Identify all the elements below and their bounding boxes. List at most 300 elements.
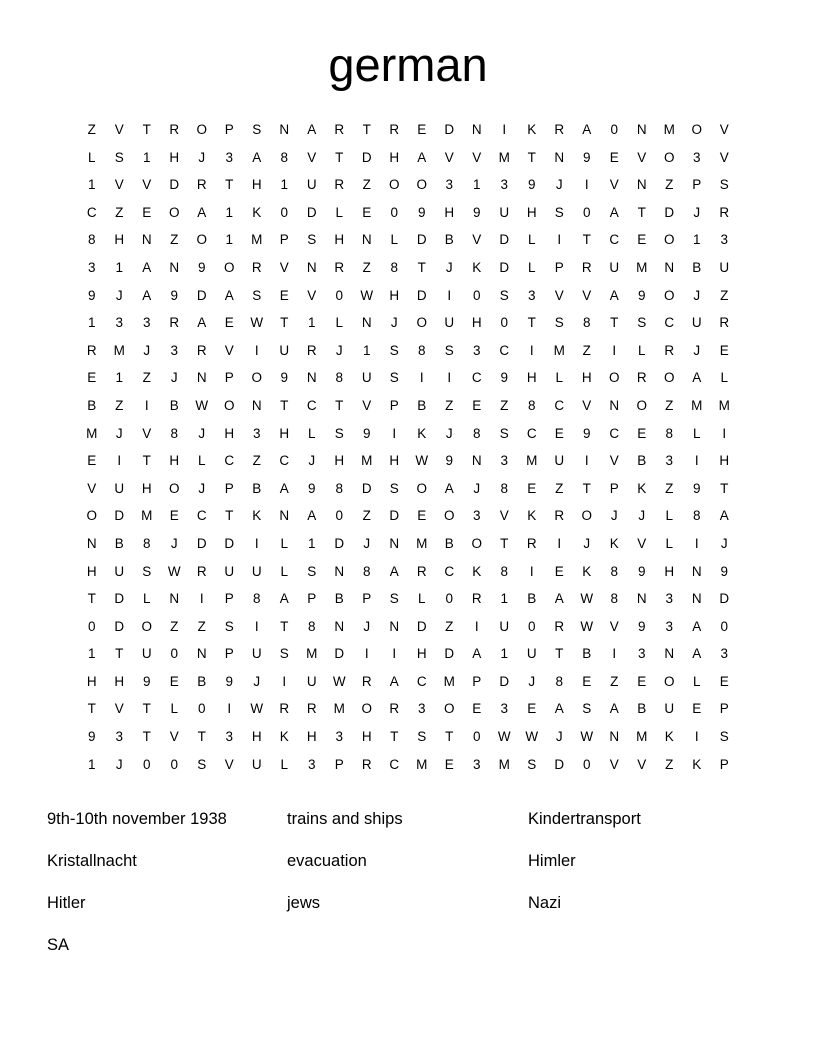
letter-cell[interactable]: O [416,315,427,331]
letter-cell[interactable]: N [609,729,620,745]
letter-cell[interactable]: E [637,673,647,689]
letter-cell[interactable]: C [609,425,620,441]
letter-cell[interactable]: 0 [390,204,398,220]
letter-cell[interactable]: T [527,315,536,331]
letter-cell[interactable]: V [472,149,482,165]
letter-cell[interactable]: I [694,535,699,551]
letter-cell[interactable]: 3 [665,618,673,634]
letter-cell[interactable]: V [582,287,592,303]
letter-cell[interactable]: 9 [445,453,453,469]
letter-cell[interactable]: J [720,535,728,551]
letter-cell[interactable]: H [279,425,290,441]
letter-cell[interactable]: P [719,756,729,772]
letter-cell[interactable]: H [471,315,482,331]
letter-cell[interactable]: H [334,232,345,248]
letter-cell[interactable]: A [197,315,207,331]
letter-cell[interactable]: N [609,397,620,413]
letter-cell[interactable]: S [499,425,509,441]
letter-cell[interactable]: I [722,425,727,441]
letter-cell[interactable]: C [499,342,510,358]
letter-cell[interactable]: A [224,287,234,303]
letter-cell[interactable]: A [142,259,152,275]
letter-cell[interactable]: R [389,701,400,717]
letter-cell[interactable]: T [87,591,96,607]
letter-cell[interactable]: H [389,287,400,303]
letter-cell[interactable]: B [692,259,702,275]
letter-cell[interactable]: H [719,453,730,469]
letter-cell[interactable]: I [199,591,204,607]
letter-cell[interactable]: O [663,673,675,689]
letter-cell[interactable]: K [582,563,592,579]
letter-cell[interactable]: V [142,177,152,193]
letter-cell[interactable]: V [637,149,647,165]
letter-cell[interactable]: D [389,508,400,524]
letter-cell[interactable]: S [224,618,234,634]
letter-cell[interactable]: N [169,259,180,275]
letter-cell[interactable]: I [447,287,452,303]
letter-grid[interactable] [78,116,738,778]
letter-cell[interactable]: K [609,535,619,551]
letter-cell[interactable]: L [335,315,343,331]
letter-cell[interactable]: 0 [445,591,453,607]
letter-cell[interactable]: T [417,259,426,275]
letter-cell[interactable]: H [141,480,152,496]
letter-cell[interactable]: 9 [197,259,206,275]
letter-cell[interactable]: A [692,618,702,634]
letter-cell[interactable]: 1 [115,259,123,275]
letter-cell[interactable]: U [251,756,262,772]
letter-cell[interactable]: H [251,729,262,745]
letter-cell[interactable]: D [554,756,565,772]
letter-cell[interactable]: 8 [610,563,618,579]
letter-cell[interactable]: I [584,177,589,193]
letter-cell[interactable]: R [196,563,207,579]
letter-cell[interactable]: 9 [362,425,371,441]
letter-cell[interactable]: U [526,646,537,662]
letter-cell[interactable]: 0 [335,287,343,303]
letter-cell[interactable]: Z [500,397,509,413]
letter-cell[interactable]: J [610,508,618,524]
letter-cell[interactable]: W [497,729,511,745]
letter-cell[interactable]: A [692,370,702,386]
letter-cell[interactable]: V [444,149,454,165]
letter-cell[interactable]: J [198,480,206,496]
letter-cell[interactable]: 0 [610,122,618,137]
letter-cell[interactable]: D [224,535,235,551]
letter-cell[interactable]: H [361,729,372,745]
letter-cell[interactable]: L [665,535,673,551]
letter-cell[interactable]: I [254,342,259,358]
letter-cell[interactable]: R [554,122,565,137]
letter-cell[interactable]: 3 [637,646,646,662]
letter-cell[interactable]: 3 [252,425,261,441]
letter-cell[interactable]: A [279,591,289,607]
letter-cell[interactable]: I [254,535,259,551]
letter-cell[interactable]: C [554,397,565,413]
letter-cell[interactable]: V [362,397,372,413]
letter-cell[interactable]: S [389,342,399,358]
letter-cell[interactable]: D [169,177,180,193]
letter-cell[interactable]: B [527,591,537,607]
letter-cell[interactable]: R [664,342,675,358]
letter-cell[interactable]: C [389,756,400,772]
letter-cell[interactable]: K [692,756,702,772]
letter-cell[interactable]: 9 [692,480,701,496]
letter-cell[interactable]: Z [720,287,729,303]
letter-cell[interactable]: 1 [500,646,508,662]
letter-cell[interactable]: D [334,535,345,551]
letter-cell[interactable]: V [169,729,179,745]
letter-cell[interactable]: 3 [87,259,96,275]
letter-cell[interactable]: S [307,563,317,579]
letter-cell[interactable]: N [361,232,372,248]
letter-cell[interactable]: T [142,729,151,745]
letter-cell[interactable]: L [335,204,343,220]
letter-cell[interactable]: 0 [280,204,288,220]
letter-cell[interactable]: V [609,618,619,634]
letter-cell[interactable]: T [720,480,729,496]
letter-cell[interactable]: 3 [527,287,536,303]
letter-cell[interactable]: E [87,370,97,386]
letter-cell[interactable]: 9 [307,480,316,496]
letter-cell[interactable]: U [251,646,262,662]
letter-cell[interactable]: J [693,204,701,220]
letter-cell[interactable]: R [361,756,372,772]
letter-cell[interactable]: E [719,342,729,358]
letter-cell[interactable]: N [636,591,647,607]
letter-cell[interactable]: 1 [87,756,96,772]
letter-cell[interactable]: K [472,259,482,275]
letter-cell[interactable]: B [637,453,647,469]
letter-cell[interactable]: 1 [225,232,233,248]
letter-cell[interactable]: 0 [87,618,96,634]
letter-cell[interactable]: U [114,563,125,579]
letter-cell[interactable]: D [114,508,125,524]
letter-cell[interactable]: R [196,342,207,358]
letter-cell[interactable]: U [499,204,510,220]
letter-cell[interactable]: V [307,287,317,303]
letter-cell[interactable]: 8 [500,480,508,496]
letter-cell[interactable]: U [444,315,455,331]
letter-cell[interactable]: U [361,370,372,386]
letter-cell[interactable]: M [416,756,428,772]
letter-cell[interactable]: O [86,508,97,524]
letter-cell[interactable]: 9 [142,673,151,689]
letter-cell[interactable]: B [197,673,207,689]
letter-cell[interactable]: S [389,591,399,607]
letter-cell[interactable]: K [279,729,289,745]
letter-cell[interactable]: O [168,480,180,496]
letter-cell[interactable]: I [584,453,589,469]
letter-cell[interactable]: D [719,591,730,607]
letter-cell[interactable]: B [334,591,344,607]
letter-cell[interactable]: A [609,287,619,303]
letter-cell[interactable]: U [141,646,152,662]
letter-cell[interactable]: E [472,397,482,413]
letter-cell[interactable]: 3 [225,729,233,745]
letter-cell[interactable]: B [114,535,124,551]
letter-cell[interactable]: V [637,535,647,551]
letter-cell[interactable]: S [389,480,399,496]
letter-cell[interactable]: O [471,535,482,551]
letter-cell[interactable]: L [665,508,673,524]
letter-cell[interactable]: A [472,646,482,662]
letter-cell[interactable]: L [692,425,701,441]
letter-cell[interactable]: 8 [692,508,701,524]
letter-cell[interactable]: T [142,453,151,469]
letter-cell[interactable]: S [389,370,399,386]
letter-cell[interactable]: I [364,646,369,662]
letter-cell[interactable]: T [280,397,289,413]
letter-cell[interactable]: J [363,618,371,634]
letter-cell[interactable]: C [306,397,317,413]
letter-cell[interactable]: 1 [472,177,481,193]
letter-cell[interactable]: H [251,177,262,193]
letter-cell[interactable]: L [280,535,288,551]
letter-cell[interactable]: B [637,701,647,717]
letter-cell[interactable]: S [197,756,207,772]
letter-cell[interactable]: A [554,701,564,717]
letter-cell[interactable]: L [197,453,206,469]
letter-cell[interactable]: L [280,756,288,772]
letter-cell[interactable]: M [443,673,455,689]
letter-cell[interactable]: E [719,673,729,689]
letter-cell[interactable]: S [417,729,427,745]
letter-cell[interactable]: S [252,287,262,303]
letter-cell[interactable]: A [142,287,152,303]
word-list-item[interactable]: evacuation [287,851,367,870]
letter-cell[interactable]: R [279,701,290,717]
letter-cell[interactable]: 9 [637,563,646,579]
letter-cell[interactable]: V [609,177,619,193]
letter-cell[interactable]: T [335,397,344,413]
letter-cell[interactable]: S [719,177,729,193]
letter-cell[interactable]: M [553,342,565,358]
letter-cell[interactable]: N [636,122,647,137]
letter-cell[interactable]: I [254,618,259,634]
letter-cell[interactable]: 0 [720,618,728,634]
letter-cell[interactable]: S [252,122,262,137]
letter-cell[interactable]: 8 [472,425,481,441]
letter-cell[interactable]: 1 [142,149,151,165]
letter-cell[interactable]: W [415,453,429,469]
letter-cell[interactable]: A [554,591,564,607]
letter-cell[interactable]: R [196,177,207,193]
letter-cell[interactable]: R [554,508,565,524]
letter-cell[interactable]: I [392,425,397,441]
letter-cell[interactable]: 8 [500,563,508,579]
word-list-item[interactable]: SA [47,935,70,954]
letter-cell[interactable]: E [279,287,289,303]
letter-cell[interactable]: R [719,204,730,220]
letter-cell[interactable]: C [416,673,427,689]
letter-cell[interactable]: P [224,480,234,496]
letter-cell[interactable]: A [609,204,619,220]
letter-cell[interactable]: N [471,122,482,137]
letter-cell[interactable]: 3 [115,729,123,745]
letter-cell[interactable]: 3 [500,701,508,717]
letter-cell[interactable]: D [196,535,207,551]
letter-cell[interactable]: A [307,508,317,524]
letter-cell[interactable]: 8 [252,591,261,607]
letter-cell[interactable]: P [554,259,564,275]
letter-cell[interactable]: C [664,315,675,331]
letter-cell[interactable]: Z [665,397,674,413]
letter-cell[interactable]: Z [665,177,674,193]
letter-cell[interactable]: S [527,756,537,772]
letter-cell[interactable]: O [581,508,592,524]
letter-cell[interactable]: P [224,122,234,137]
letter-cell[interactable]: N [389,618,400,634]
letter-cell[interactable]: Z [362,508,371,524]
letter-cell[interactable]: H [169,453,180,469]
letter-cell[interactable]: E [554,563,564,579]
letter-cell[interactable]: Z [252,453,261,469]
letter-cell[interactable]: 9 [720,563,728,579]
letter-cell[interactable]: J [335,342,343,358]
letter-cell[interactable]: H [526,204,537,220]
letter-cell[interactable]: 1 [225,204,233,220]
letter-cell[interactable]: J [445,259,453,275]
letter-cell[interactable]: J [583,535,591,551]
letter-cell[interactable]: 0 [582,204,591,220]
letter-cell[interactable]: I [447,370,452,386]
letter-cell[interactable]: Z [115,204,124,220]
letter-cell[interactable]: 1 [87,177,96,193]
letter-cell[interactable]: P [719,701,729,717]
letter-cell[interactable]: Z [665,480,674,496]
letter-cell[interactable]: O [608,370,620,386]
letter-cell[interactable]: M [86,425,98,441]
letter-cell[interactable]: 0 [500,315,508,331]
letter-cell[interactable]: V [87,480,97,496]
letter-cell[interactable]: T [582,480,591,496]
letter-cell[interactable]: N [196,646,207,662]
letter-cell[interactable]: J [143,342,151,358]
letter-cell[interactable]: H [334,453,345,469]
word-list-item[interactable]: Kristallnacht [47,851,137,870]
letter-cell[interactable]: B [169,397,179,413]
letter-cell[interactable]: T [390,729,399,745]
letter-cell[interactable]: S [554,315,564,331]
letter-cell[interactable]: V [554,287,564,303]
letter-cell[interactable]: 8 [335,480,343,496]
letter-cell[interactable]: T [610,315,619,331]
letter-cell[interactable]: I [227,701,232,717]
letter-cell[interactable]: R [86,342,97,358]
letter-cell[interactable]: M [416,535,428,551]
letter-cell[interactable]: J [115,287,123,303]
letter-cell[interactable]: B [582,646,592,662]
letter-cell[interactable]: A [307,122,317,137]
letter-cell[interactable]: A [389,673,399,689]
letter-cell[interactable]: 8 [170,425,178,441]
letter-cell[interactable]: W [332,673,346,689]
word-list-item[interactable]: trains and ships [287,809,403,828]
letter-cell[interactable]: Z [665,756,674,772]
letter-cell[interactable]: T [362,122,371,137]
letter-cell[interactable]: 8 [87,232,96,248]
letter-cell[interactable]: I [144,397,149,413]
letter-cell[interactable]: B [252,480,262,496]
word-list-item[interactable]: Himler [528,851,576,870]
letter-cell[interactable]: 8 [417,342,426,358]
letter-cell[interactable]: O [361,701,372,717]
letter-cell[interactable]: 0 [335,508,343,524]
letter-cell[interactable]: K [527,122,537,137]
letter-cell[interactable]: R [169,122,180,137]
letter-cell[interactable]: I [612,646,617,662]
letter-cell[interactable]: T [142,701,151,717]
letter-cell[interactable]: I [557,232,562,248]
letter-cell[interactable]: N [251,397,262,413]
letter-cell[interactable]: R [334,122,345,137]
letter-cell[interactable]: 3 [692,149,701,165]
letter-cell[interactable]: 3 [472,508,481,524]
letter-cell[interactable]: S [334,425,344,441]
letter-cell[interactable]: Z [445,618,454,634]
letter-cell[interactable]: M [498,149,510,165]
letter-cell[interactable]: N [334,618,345,634]
letter-cell[interactable]: 8 [527,397,536,413]
letter-cell[interactable]: R [471,591,482,607]
letter-cell[interactable]: T [637,204,646,220]
letter-cell[interactable]: D [444,122,455,137]
letter-cell[interactable]: 0 [472,729,481,745]
letter-cell[interactable]: 9 [417,204,426,220]
letter-cell[interactable]: U [306,177,317,193]
letter-cell[interactable]: K [252,204,262,220]
letter-cell[interactable]: E [472,701,482,717]
letter-cell[interactable]: R [334,259,345,275]
letter-cell[interactable]: V [609,756,619,772]
letter-cell[interactable]: M [636,259,648,275]
letter-cell[interactable]: I [392,646,397,662]
letter-cell[interactable]: D [444,646,455,662]
letter-cell[interactable]: N [389,535,400,551]
letter-cell[interactable]: O [663,149,675,165]
letter-cell[interactable]: N [636,177,647,193]
letter-cell[interactable]: 8 [142,535,151,551]
letter-cell[interactable]: W [250,315,264,331]
letter-cell[interactable]: M [526,453,538,469]
letter-cell[interactable]: H [306,729,317,745]
letter-cell[interactable]: S [444,342,454,358]
letter-cell[interactable]: N [279,122,290,137]
letter-cell[interactable]: E [609,149,619,165]
letter-cell[interactable]: 8 [555,673,563,689]
letter-cell[interactable]: Z [362,259,371,275]
letter-cell[interactable]: 1 [280,177,288,193]
letter-cell[interactable]: V [114,122,124,137]
letter-cell[interactable]: V [114,701,124,717]
letter-cell[interactable]: P [609,480,619,496]
letter-cell[interactable]: T [225,508,234,524]
letter-cell[interactable]: J [308,453,316,469]
letter-cell[interactable]: 1 [87,646,96,662]
letter-cell[interactable]: M [636,729,648,745]
letter-cell[interactable]: S [499,287,509,303]
letter-cell[interactable]: E [142,204,152,220]
letter-cell[interactable]: D [416,618,427,634]
letter-cell[interactable]: V [114,177,124,193]
letter-cell[interactable]: M [333,701,345,717]
letter-cell[interactable]: U [306,673,317,689]
letter-cell[interactable]: H [581,370,592,386]
letter-cell[interactable]: L [280,563,288,579]
letter-cell[interactable]: E [527,480,537,496]
letter-cell[interactable]: 0 [472,287,481,303]
